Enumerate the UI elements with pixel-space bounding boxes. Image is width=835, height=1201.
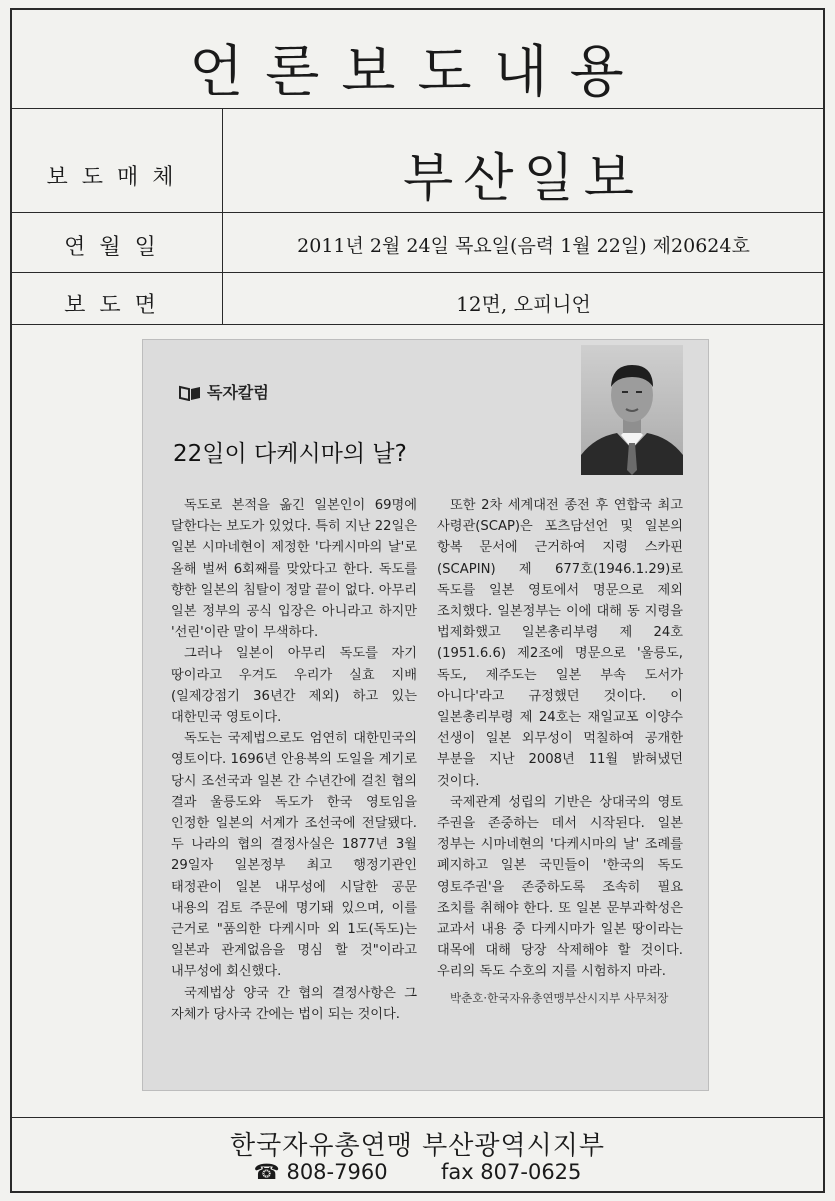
- divider: [12, 324, 823, 325]
- page-label: 보도면: [64, 293, 170, 318]
- phone-icon: ☎: [253, 1160, 280, 1184]
- section-label: [179, 380, 269, 403]
- date-label: 연월일: [64, 235, 170, 260]
- article-paragraph: 또한 2차 세계대전 종전 후 연합국 최고 사령관(SCAP)은 포츠담선언 및 일본의 항복 문서에 근거하여 지령 스카핀(SCAPIN) 제 677호(1946.1.29)로 독도를 일본 영토에서 명문으로 제외 조치했다. 일본정부는 이에 대해 동 지령을 법제화했고 일본총리부령 제 24호(1951.6.6) 제2조에 명문으로 '울릉도, 독도, 제주도는 일본 부속 도서가 아니다'라고 규정했던 것이다. 이 일본총리부령 제 24호는 재일교포 이양수 선생이 일본 외무성이 먹칠하여 공개한 부분을 지난 2008년 11월 밝혀냈던 것이다.: [437, 498, 683, 789]
- article-paragraph: 국제법상 양국 간 협의 결정사항은 그 자체가 당사국 간에는 법이 되는 것이다.: [171, 985, 417, 1022]
- footer-org: 한국자유총연맹 부산광역시지부: [230, 1131, 605, 1161]
- divider: [12, 212, 823, 213]
- book-icon: [179, 385, 201, 401]
- footer-phone: 808-7960: [286, 1160, 388, 1184]
- article-byline: 박춘호·한국자유총연맹부산시지부 사무처장: [450, 990, 669, 1005]
- date-value: 2011년 2월 24일 목요일(음력 1월 22일) 제20624호: [297, 235, 750, 257]
- newspaper-clipping: [143, 340, 708, 1090]
- section-title: 독자칼럼: [207, 383, 269, 402]
- article-paragraph: 국제관계 성립의 기반은 상대국의 영토 주권을 존중하는 데서 시작된다. 일본 정부는 시마네현의 '다케시마의 날' 조례를 폐지하고 일본 국민들이 '한국의 독도 영토주권'을 존중하도록 조속히 필요 조치를 취해야 한다. 또 일본 문부과학성은 교과서 내용 중 다케시마가 일본 땅이라는 대목에 대해 당장 삭제해야 할 것이다. 우리의 독도 수호의 지를 시험하지 마라.: [437, 794, 683, 980]
- table-divider: [222, 108, 223, 324]
- divider: [12, 1117, 823, 1118]
- article-paragraph: 그러나 일본이 아무리 독도를 자기 땅이라고 우겨도 우리가 실효 지배(일제강점기 36년간 제외) 하고 있는 대한민국 영토이다.: [171, 646, 417, 726]
- author-photo: [581, 345, 683, 475]
- article-headline: 22일이 다케시마의 날?: [173, 441, 407, 467]
- divider: [12, 272, 823, 273]
- divider: [12, 108, 823, 109]
- article-paragraph: 독도로 본적을 옮긴 일본인이 69명에 달한다는 보도가 있었다. 특히 지난 22일은 일본 시마네현이 제정한 '다케시마의 날'로 올해 벌써 6회째를 맞았다고 한다. 독도를 향한 일본의 침탈이 정말 끝이 없다. 아무리 일본 정부의 공식 입장은 아니라고 하지만 '선린'이란 말이 무색하다.: [171, 498, 417, 641]
- footer-contact: [12, 1160, 823, 1184]
- article-left-column: [171, 495, 417, 1025]
- footer-fax: fax 807-0625: [440, 1160, 582, 1184]
- media-value: 부산일보: [403, 149, 644, 209]
- page-value: 12면, 오피니언: [456, 292, 591, 316]
- page-title: 언론보도내용: [189, 40, 646, 105]
- article-right-column: [437, 495, 683, 1007]
- article-paragraph: 독도는 국제법으로도 엄연히 대한민국의 영토이다. 1696년 안용복의 도일을 계기로 당시 조선국과 일본 간 수년간에 걸친 협의 결과 울릉도와 독도가 한국 영토임을 인정한 일본의 서계가 조선국에 전달됐다. 두 나라의 협의 결정사실은 1877년 3월 29일자 일본정부 최고 행정기관인 태정관이 일본 내무성에 시달한 공문 내용의 검토 주문에 명기돼 있으며, 이를 근거로 "품의한 다케시마 외 1도(독도)는 일본과 관계없음을 명심 할 것"이라고 내무성에 회신했다.: [171, 731, 417, 980]
- media-label: 보도매체: [46, 165, 188, 190]
